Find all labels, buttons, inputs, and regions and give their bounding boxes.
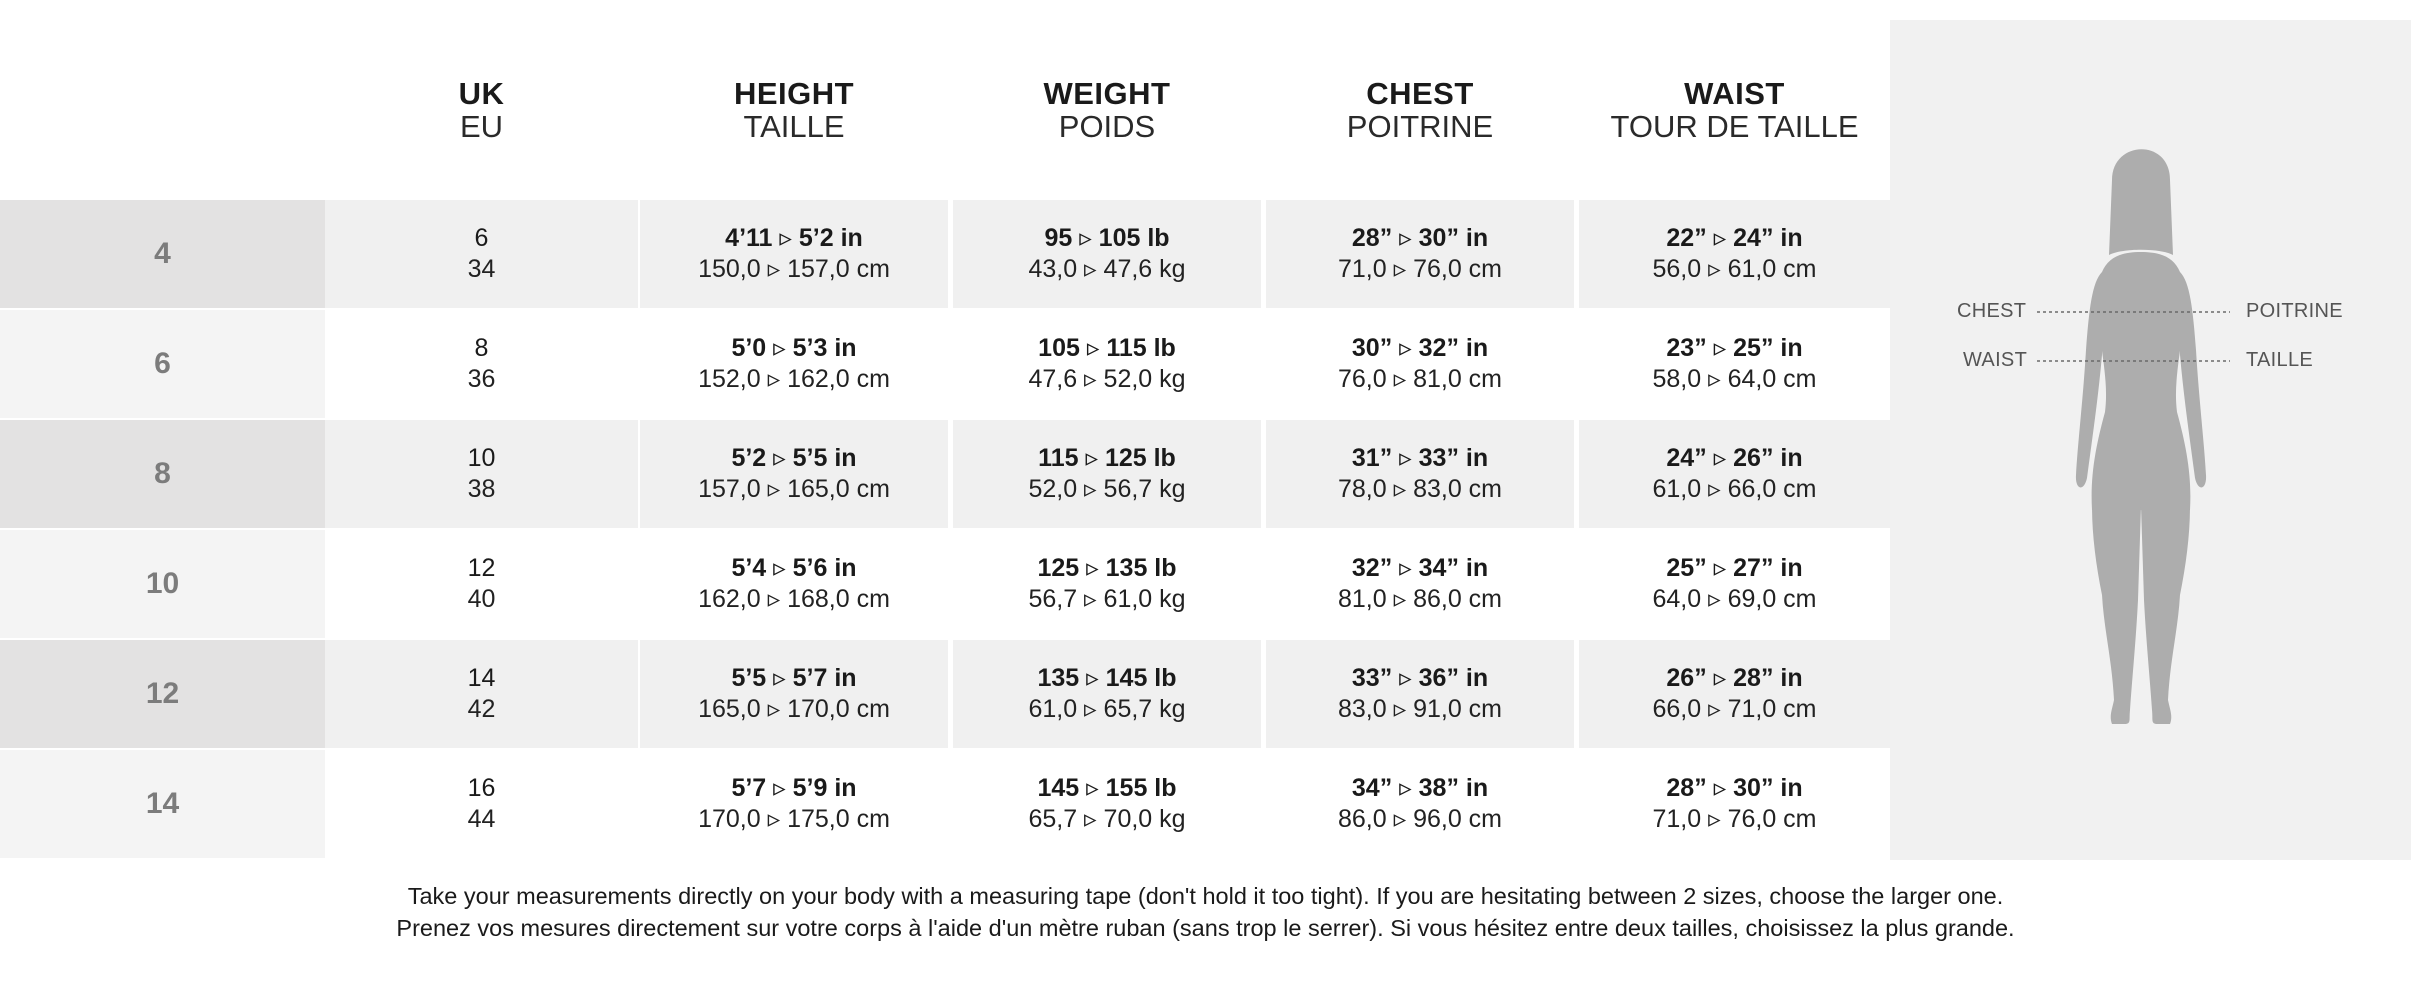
note-en: Take your measurements directly on your body with a measuring tape (don't hold it too tight). If you are hesitating between 2 sizes, choose the larger one. bbox=[407, 883, 2004, 909]
eu-value: 38 bbox=[467, 475, 496, 503]
table-row bbox=[0, 750, 1890, 858]
size-cell bbox=[0, 310, 325, 418]
chest-in: 33” ▹ 36” in bbox=[1351, 664, 1489, 692]
weight-lb: 125 ▹ 135 lb bbox=[1037, 554, 1177, 582]
header-label: WEIGHT bbox=[1043, 76, 1171, 111]
header-label: UK bbox=[458, 76, 505, 111]
chest-cm: 71,0 ▹ 76,0 cm bbox=[1337, 255, 1503, 283]
weight-lb: 95 ▹ 105 lb bbox=[1044, 224, 1170, 252]
weight-cell bbox=[953, 750, 1261, 858]
table-row bbox=[0, 530, 1890, 638]
header-label: CHEST bbox=[1366, 76, 1474, 111]
waist-cm: 58,0 ▹ 64,0 cm bbox=[1652, 365, 1817, 393]
size-cell bbox=[0, 640, 325, 748]
eu-value: 42 bbox=[467, 695, 496, 723]
chest-cm: 76,0 ▹ 81,0 cm bbox=[1337, 365, 1503, 393]
header-label: WAIST bbox=[1684, 76, 1785, 111]
waist-cell bbox=[1579, 310, 1890, 418]
size-number: 6 bbox=[154, 347, 171, 380]
waist-cm: 64,0 ▹ 69,0 cm bbox=[1652, 585, 1817, 613]
size-cell bbox=[0, 530, 325, 638]
uk-value: 6 bbox=[474, 224, 489, 252]
measurement-note bbox=[0, 880, 2411, 944]
chest-cell bbox=[1266, 640, 1574, 748]
height-in: 5’0 ▹ 5’3 in bbox=[731, 334, 857, 362]
chest-in: 28” ▹ 30” in bbox=[1351, 224, 1489, 252]
chest-cm: 78,0 ▹ 83,0 cm bbox=[1337, 475, 1503, 503]
uk-value: 8 bbox=[474, 334, 489, 362]
height-in: 5’4 ▹ 5’6 in bbox=[731, 554, 857, 582]
waist-cm: 56,0 ▹ 61,0 cm bbox=[1652, 255, 1817, 283]
waist-cell bbox=[1579, 420, 1890, 528]
height-cell bbox=[640, 310, 948, 418]
chest-in: 31” ▹ 33” in bbox=[1351, 444, 1489, 472]
header-label: HEIGHT bbox=[733, 76, 855, 111]
waist-in: 26” ▹ 28” in bbox=[1666, 664, 1803, 692]
chest-in: 30” ▹ 32” in bbox=[1351, 334, 1489, 362]
table-row bbox=[0, 310, 1890, 418]
height-in: 4’11 ▹ 5’2 in bbox=[725, 224, 863, 252]
waist-in: 22” ▹ 24” in bbox=[1666, 224, 1803, 252]
header-label-fr: POITRINE bbox=[1346, 109, 1494, 144]
size-number: 12 bbox=[145, 677, 180, 710]
waist-in: 24” ▹ 26” in bbox=[1666, 444, 1803, 472]
waist-cm: 66,0 ▹ 71,0 cm bbox=[1652, 695, 1817, 723]
uk-value: 12 bbox=[467, 554, 496, 582]
header-chest bbox=[1266, 78, 1574, 158]
uk-eu-cell bbox=[325, 530, 638, 638]
weight-kg: 47,6 ▹ 52,0 kg bbox=[1028, 365, 1186, 393]
table-row bbox=[0, 200, 1890, 308]
weight-cell bbox=[953, 530, 1261, 638]
weight-lb: 115 ▹ 125 lb bbox=[1038, 444, 1176, 472]
height-cell bbox=[640, 750, 948, 858]
chest-cell bbox=[1266, 310, 1574, 418]
female-body-silhouette-icon bbox=[1890, 20, 2411, 860]
height-cell bbox=[640, 530, 948, 638]
chest-cell bbox=[1266, 750, 1574, 858]
weight-kg: 56,7 ▹ 61,0 kg bbox=[1028, 585, 1186, 613]
height-in: 5’5 ▹ 5’7 in bbox=[731, 664, 857, 692]
weight-cell bbox=[953, 200, 1261, 308]
chest-label: CHEST bbox=[1957, 300, 2027, 322]
size-cell bbox=[0, 420, 325, 528]
height-cell bbox=[640, 640, 948, 748]
height-cell bbox=[640, 420, 948, 528]
uk-value: 16 bbox=[467, 774, 496, 802]
waist-cell bbox=[1579, 530, 1890, 638]
weight-lb: 145 ▹ 155 lb bbox=[1037, 774, 1177, 802]
header-label-fr: POIDS bbox=[1058, 109, 1156, 144]
waist-in: 25” ▹ 27” in bbox=[1666, 554, 1803, 582]
height-cm: 150,0 ▹ 157,0 cm bbox=[698, 255, 890, 283]
chest-cm: 83,0 ▹ 91,0 cm bbox=[1337, 695, 1503, 723]
height-cm: 165,0 ▹ 170,0 cm bbox=[698, 695, 890, 723]
size-cell bbox=[0, 200, 325, 308]
uk-eu-cell bbox=[325, 420, 638, 528]
chest-cm: 86,0 ▹ 96,0 cm bbox=[1337, 805, 1503, 833]
header-uk-eu bbox=[325, 78, 638, 158]
table-row bbox=[0, 640, 1890, 748]
uk-value: 14 bbox=[467, 664, 496, 692]
chest-in: 32” ▹ 34” in bbox=[1351, 554, 1489, 582]
weight-lb: 105 ▹ 115 lb bbox=[1038, 334, 1176, 362]
weight-lb: 135 ▹ 145 lb bbox=[1037, 664, 1177, 692]
body-figure-panel bbox=[1890, 20, 2411, 860]
chest-cm: 81,0 ▹ 86,0 cm bbox=[1337, 585, 1503, 613]
chest-in: 34” ▹ 38” in bbox=[1351, 774, 1489, 802]
waist-cell bbox=[1579, 640, 1890, 748]
weight-kg: 61,0 ▹ 65,7 kg bbox=[1028, 695, 1186, 723]
height-in: 5’7 ▹ 5’9 in bbox=[731, 774, 857, 802]
size-number: 10 bbox=[145, 567, 180, 600]
chest-cell bbox=[1266, 200, 1574, 308]
waist-cm: 61,0 ▹ 66,0 cm bbox=[1652, 475, 1817, 503]
size-number: 4 bbox=[154, 237, 171, 270]
chest-label-fr: POITRINE bbox=[2246, 300, 2343, 322]
header-label-fr: TAILLE bbox=[743, 109, 845, 144]
eu-value: 36 bbox=[467, 365, 496, 393]
uk-eu-cell bbox=[325, 640, 638, 748]
uk-value: 10 bbox=[467, 444, 496, 472]
uk-eu-cell bbox=[325, 750, 638, 858]
header-label-fr: EU bbox=[459, 109, 504, 144]
waist-label-fr: TAILLE bbox=[2246, 349, 2314, 371]
uk-eu-cell bbox=[325, 310, 638, 418]
waist-in: 23” ▹ 25” in bbox=[1666, 334, 1803, 362]
weight-cell bbox=[953, 640, 1261, 748]
header-height bbox=[640, 78, 948, 158]
uk-eu-cell bbox=[325, 200, 638, 308]
header-weight bbox=[953, 78, 1261, 158]
chest-cell bbox=[1266, 420, 1574, 528]
eu-value: 40 bbox=[467, 585, 496, 613]
weight-kg: 52,0 ▹ 56,7 kg bbox=[1028, 475, 1186, 503]
chest-cell bbox=[1266, 530, 1574, 638]
height-cm: 152,0 ▹ 162,0 cm bbox=[698, 365, 890, 393]
size-number: 14 bbox=[145, 787, 180, 820]
height-cell bbox=[640, 200, 948, 308]
weight-cell bbox=[953, 310, 1261, 418]
eu-value: 44 bbox=[467, 805, 496, 833]
height-cm: 170,0 ▹ 175,0 cm bbox=[698, 805, 890, 833]
note-fr: Prenez vos mesures directement sur votre corps à l'aide d'un mètre ruban (sans trop le serrer). Si vous hésitez entre deux tailles, choisissez la plus grande. bbox=[396, 915, 2015, 941]
header-label-fr: TOUR DE TAILLE bbox=[1610, 109, 1859, 144]
waist-in: 28” ▹ 30” in bbox=[1666, 774, 1803, 802]
table-row bbox=[0, 420, 1890, 528]
height-in: 5’2 ▹ 5’5 in bbox=[731, 444, 857, 472]
weight-kg: 65,7 ▹ 70,0 kg bbox=[1028, 805, 1186, 833]
eu-value: 34 bbox=[467, 255, 496, 283]
waist-cell bbox=[1579, 200, 1890, 308]
header-waist bbox=[1579, 78, 1890, 158]
weight-cell bbox=[953, 420, 1261, 528]
waist-label: WAIST bbox=[1963, 349, 2028, 371]
height-cm: 162,0 ▹ 168,0 cm bbox=[698, 585, 890, 613]
size-number: 8 bbox=[154, 457, 171, 490]
waist-cm: 71,0 ▹ 76,0 cm bbox=[1652, 805, 1817, 833]
size-cell bbox=[0, 750, 325, 858]
height-cm: 157,0 ▹ 165,0 cm bbox=[698, 475, 890, 503]
waist-cell bbox=[1579, 750, 1890, 858]
weight-kg: 43,0 ▹ 47,6 kg bbox=[1028, 255, 1186, 283]
